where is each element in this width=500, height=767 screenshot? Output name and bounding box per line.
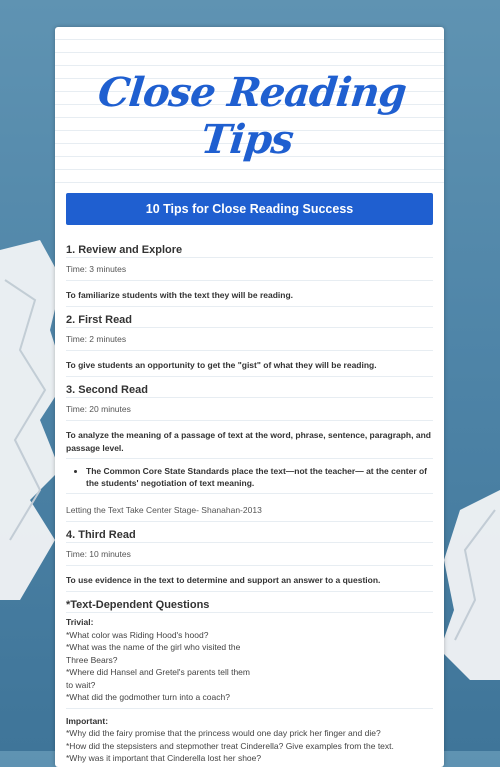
section-heading: 2. First Read bbox=[66, 314, 133, 326]
important-questions bbox=[66, 727, 433, 765]
trivial-questions bbox=[66, 629, 433, 704]
section-heading: 3. Second Read bbox=[66, 384, 148, 396]
section-4 bbox=[66, 528, 433, 592]
section-citation: Letting the Text Take Center Stage- Shanahan-2013 bbox=[66, 505, 262, 515]
section-2 bbox=[66, 313, 433, 377]
question-line: *How did the stepsisters and stepmother treat Cinderella? Give examples from the text. bbox=[66, 740, 394, 751]
section-purpose: To analyze the meaning of a passage of text at the word, phrase, sentence, paragraph, and passage level. bbox=[66, 430, 431, 453]
content bbox=[66, 243, 433, 765]
question-line: *What was the name of the girl who visited the bbox=[66, 642, 241, 652]
tdq-heading: *Text-Dependent Questions bbox=[66, 599, 210, 611]
section-purpose: To give students an opportunity to get the "gist" of what they will be reading. bbox=[66, 360, 377, 370]
section-time: Time: 20 minutes bbox=[66, 404, 131, 414]
flyer-card bbox=[55, 27, 444, 767]
tdq-section bbox=[66, 598, 433, 765]
section-time: Time: 2 minutes bbox=[66, 334, 127, 344]
section-purpose: To use evidence in the text to determine and support an answer to a question. bbox=[66, 575, 381, 585]
question-line: to wait? bbox=[66, 679, 96, 690]
page-title: Close Reading Tips bbox=[95, 69, 409, 163]
section-time: Time: 3 minutes bbox=[66, 264, 127, 274]
important-label: Important: bbox=[66, 715, 109, 726]
question-line: *What did the godmother turn into a coach? bbox=[66, 692, 230, 702]
section-heading: 4. Third Read bbox=[66, 529, 136, 541]
section-3 bbox=[66, 383, 433, 522]
question-line: *Why did the fairy promise that the princess would one day prick her finger and die? bbox=[66, 728, 381, 738]
section-bullets bbox=[66, 465, 433, 489]
question-line: *Where did Hansel and Gretel's parents tell them bbox=[66, 667, 250, 677]
crumpled-paper-right-image bbox=[440, 490, 500, 680]
section-purpose: To familiarize students with the text they will be reading. bbox=[66, 290, 294, 300]
bullet-item: • The Common Core State Standards place the text—not the teacher— at the center of the students' negotiation of text meaning. bbox=[86, 465, 433, 489]
section-1 bbox=[66, 243, 433, 307]
title-area bbox=[55, 27, 444, 192]
question-line: *What color was Riding Hood's hood? bbox=[66, 629, 209, 640]
question-line: *Why was it important that Cinderella lost her shoe? bbox=[66, 753, 262, 763]
section-time: Time: 10 minutes bbox=[66, 549, 131, 559]
section-heading: 1. Review and Explore bbox=[66, 244, 183, 256]
banner: 10 Tips for Close Reading Success bbox=[66, 193, 433, 225]
question-line: Three Bears? bbox=[66, 654, 118, 665]
trivial-label: Trivial: bbox=[66, 617, 94, 627]
